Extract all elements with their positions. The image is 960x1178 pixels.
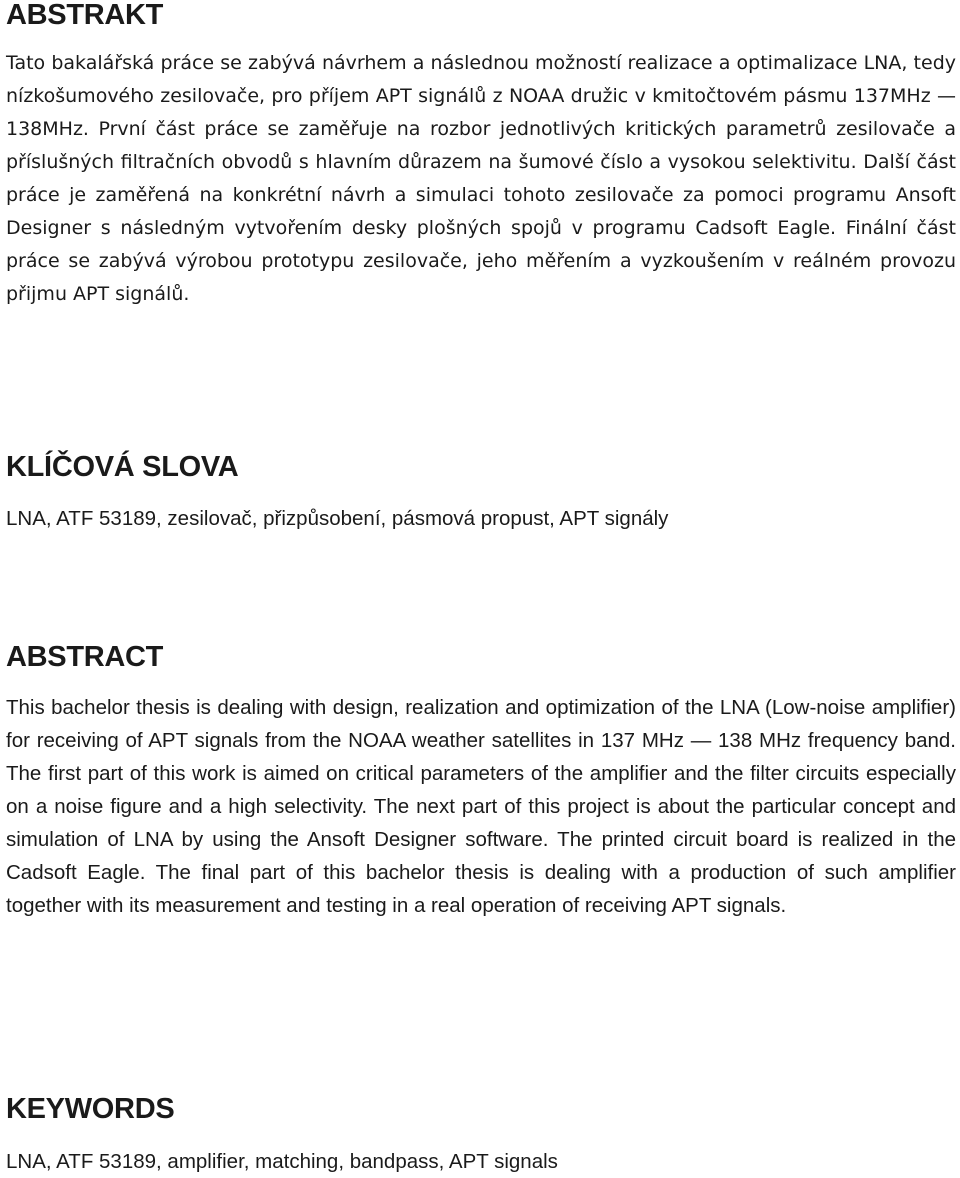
abstrakt-heading: ABSTRAKT [6,0,164,31]
keywords-paragraph: LNA, ATF 53189, amplifier, matching, bandpass, APT signals [6,1150,558,1173]
abstrakt-paragraph: Tato bakalářská práce se zabývá návrhem a následnou možností realizace a optimalizace LNA, tedy nízkošumového zesilovače, pro příjem APT signálů z NOAA družic v kmitočtovém pásmu 137MHz — 138MHz. První část práce se zaměřuje na rozbor jednotlivých kritických parametrů zesilovače a příslušných filtračních obvodů s hlavním důrazem na šumové číslo a vysokou selektivitu. Další část práce je zaměřená na konkrétní návrh a simulaci tohoto zesilovače za pomoci programu Ansoft Designer s následným vytvořením desky plošných spojů v programu Cadsoft Eagle. Finální část práce se zabývá výrobou prototypu zesilovače, jeho měřením a vyzkoušením v reálném provozu přijmu APT signálů. [6,52,956,305]
abstract-heading: ABSTRACT [6,641,164,673]
keywords-heading: KEYWORDS [6,1093,175,1125]
abstract-paragraph: This bachelor thesis is dealing with design, realization and optimization of the LNA (Low-noise amplifier) for receiving of APT signals from the NOAA weather satellites in 137 MHz — 138 MHz frequency band. The first part of this work is aimed on critical parameters of the amplifier and the filter circuits especially on a noise figure and a high selectivity. The next part of this project is about the particular concept and simulation of LNA by using the Ansoft Designer software. The printed circuit board is realized in the Cadsoft Eagle. The final part of this bachelor thesis is dealing with a production of such amplifier together with its measurement and testing in a real operation of receiving APT signals. [6,696,956,917]
klicova-slova-heading: KLÍČOVÁ SLOVA [6,451,239,483]
klicova-slova-paragraph: LNA, ATF 53189, zesilovač, přizpůsobení, pásmová propust, APT signály [6,507,669,530]
